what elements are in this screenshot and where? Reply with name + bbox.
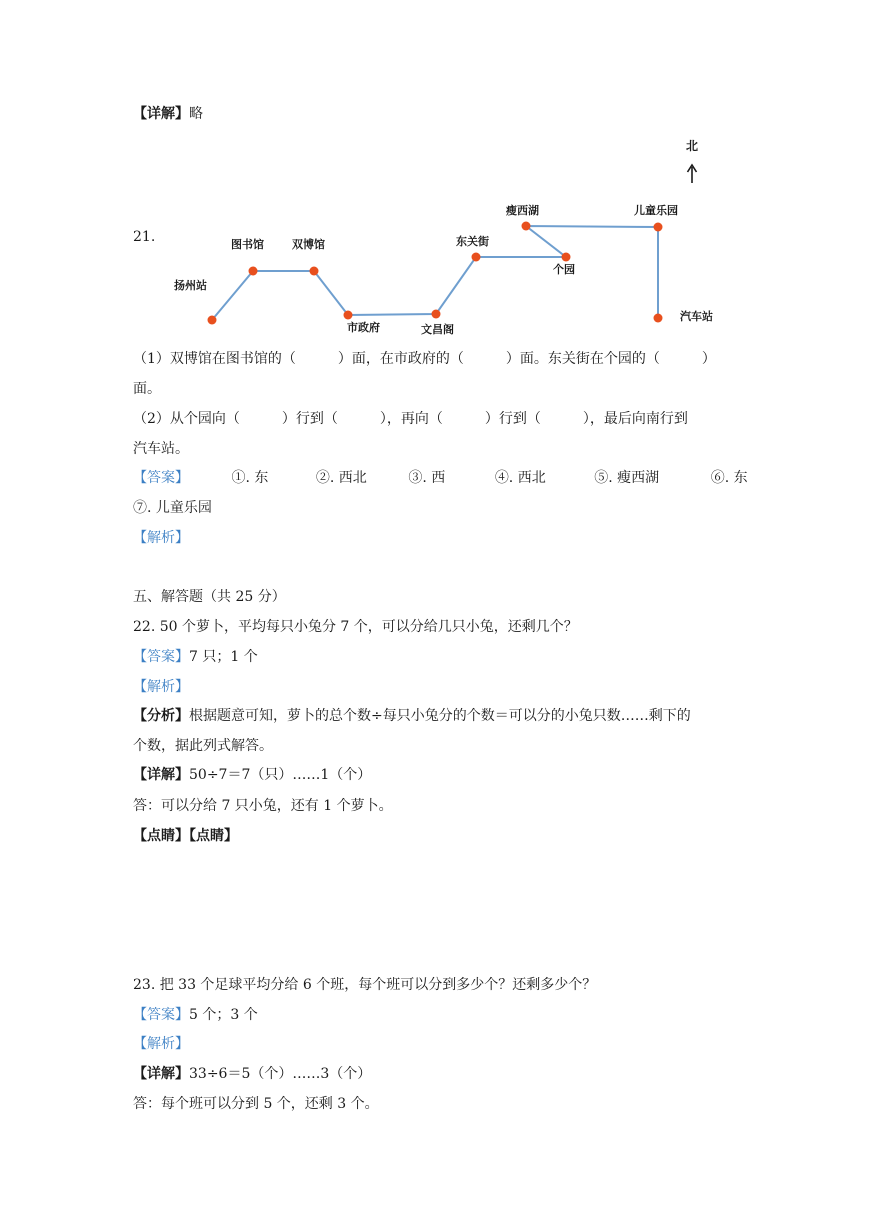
fenxi-text-1: 根据题意可知，萝卜的总个数÷每只小兔分的个数＝可以分的小兔只数……剩下的 [189,708,691,724]
q21-sub1-line1: （1）双博馆在图书馆的（ ）面，在市政府的（ ）面。东关街在个园的（ ） [133,351,716,367]
q22-detail-line [133,765,371,785]
station-dots [208,222,663,325]
answer-tag: 【答案】 [133,649,189,665]
q22-fenxi-line1 [133,706,691,726]
route-lines [212,226,658,320]
label-shuangbo: 双博馆 [292,238,325,251]
q22-reply: 答：可以分给 7 只小兔，还有 1 个萝卜。 [133,798,393,814]
answer-item-2: ②. 西北 [315,470,367,486]
station-dot-wenchangge [432,310,441,319]
station-dot-shouxihu [522,222,531,231]
q21-sub1-line2: 面。 [133,381,161,397]
section-5-title: 五、解答题（共 25 分） [133,589,286,605]
detail-tag: 【详解】 [133,767,189,783]
q21-sub2-line1: （2）从个园向（ ）行到（ ），再向（ ）行到（ ），最后向南行到 [133,411,688,427]
q23-answer: 5 个；3 个 [189,1007,258,1023]
q21-answer-last: ⑦. 儿童乐园 [133,500,212,516]
label-geyuan: 个园 [553,263,575,276]
q23-detail: 33÷6＝5（个）……3（个） [189,1066,372,1082]
route-map [0,0,869,345]
station-dot-dongguanjie [472,253,481,262]
label-wenchangge: 文昌阁 [421,323,454,336]
q22-dianjing: 【点睛】【点睛】 [133,828,238,844]
q21-sub2-line2: 汽车站。 [133,441,189,457]
q22-detail: 50÷7＝7（只）……1（个） [189,767,372,783]
q22-answer: 7 只；1 个 [189,649,258,665]
q22-question: 22. 50 个萝卜，平均每只小兔分 7 个，可以分给几只小兔，还剩几个？ [133,619,578,635]
q22-answer-line [133,647,258,667]
answer-item-1: ①. 东 [231,470,269,486]
detail-tag: 【详解】 [133,1066,189,1082]
label-dongguanjie: 东关街 [456,235,489,248]
label-library: 图书馆 [231,238,264,251]
station-dot-yangzhou [208,316,217,325]
north-label: 北 [686,139,699,153]
q22-analysis-tag: 【解析】 [133,679,189,695]
answer-item-6: ⑥. 东 [710,470,748,486]
q23-question: 23. 把 33 个足球平均分给 6 个班，每个班可以分到多少个？还剩多少个？ [133,977,597,993]
station-dot-library [249,267,258,276]
detail-tag: 【详解】 [133,106,189,122]
station-dot-ertong [654,223,663,232]
q23-analysis-tag: 【解析】 [133,1036,189,1052]
q23-reply: 答：每个班可以分到 5 个，还剩 3 个。 [133,1096,379,1112]
q21-answer-row [133,468,748,488]
label-qichezhan: 汽车站 [680,310,713,323]
answer-tag: 【答案】 [133,470,189,486]
answer-item-5: ⑤. 瘦西湖 [594,470,660,486]
station-dot-qichezhan [654,314,663,323]
q23-detail-line [133,1064,371,1084]
station-dot-geyuan [562,253,571,262]
detail-text: 略 [189,106,203,122]
q21-analysis-tag: 【解析】 [133,530,189,546]
label-shizhengfu: 市政府 [347,321,380,334]
answer-tag: 【答案】 [133,1007,189,1023]
station-dot-shizhengfu [344,311,353,320]
q22-fenxi-line2: 个数，据此列式解答。 [133,738,273,754]
label-yangzhou: 扬州站 [174,279,207,292]
label-shouxihu: 瘦西湖 [506,204,539,217]
question-21-number: 21. [133,229,156,245]
answer-item-3: ③. 西 [408,470,446,486]
label-ertong: 儿童乐园 [634,204,678,217]
q23-answer-line [133,1005,258,1025]
station-dot-shuangbo [310,267,319,276]
fenxi-tag: 【分析】 [133,708,189,724]
north-arrow-icon [688,165,697,183]
answer-item-4: ④. 西北 [494,470,546,486]
